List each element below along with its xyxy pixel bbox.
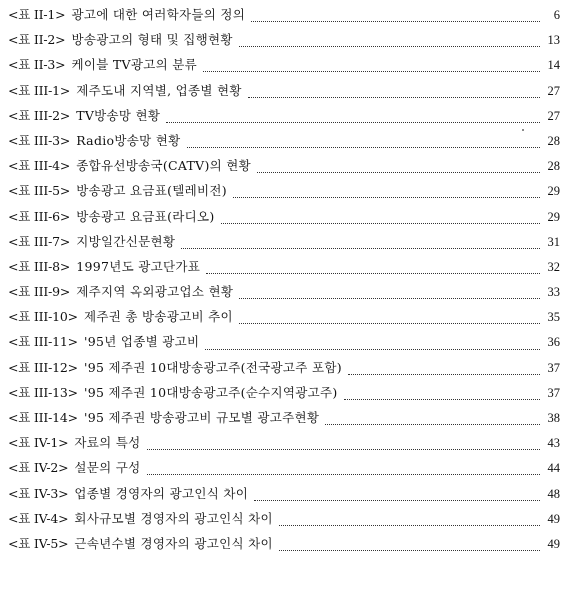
page-number: 27 — [547, 83, 560, 98]
toc-entry — [0, 408, 574, 433]
table-title: 케이블 TV광고의 분류 — [71, 57, 197, 73]
toc-entry — [0, 458, 574, 483]
dot-leader — [206, 273, 540, 274]
dot-leader — [251, 21, 540, 22]
page-number: 49 — [547, 511, 560, 526]
table-title: 종합유선방송국(CATV)의 현황 — [76, 158, 252, 174]
toc-list — [0, 5, 574, 559]
table-title: TV방송망 현황 — [76, 107, 161, 123]
page-number: 6 — [553, 8, 560, 22]
page-number: 29 — [547, 184, 560, 199]
toc-entry — [0, 81, 574, 106]
page-number: 13 — [547, 33, 560, 48]
dot-leader — [181, 248, 540, 249]
toc-entry — [0, 181, 574, 206]
toc-entry — [0, 131, 574, 156]
page-number: 37 — [547, 360, 560, 375]
toc-entry — [0, 509, 574, 534]
table-label: <표 III-13> — [8, 384, 78, 400]
toc-entry — [0, 534, 574, 559]
page-number: 31 — [547, 234, 560, 249]
table-title: '95 제주권 10대방송광고주(순수지역광고주) — [83, 384, 338, 400]
dot-leader — [325, 424, 540, 425]
table-title: 방송광고 요금표(텔레비전) — [76, 183, 227, 199]
table-title: Radio방송망 현황 — [76, 132, 181, 148]
table-title: 설문의 구성 — [74, 460, 141, 476]
toc-entry — [0, 30, 574, 55]
scan-speck — [522, 129, 524, 131]
page-number: 35 — [547, 310, 560, 325]
table-title: 방송광고의 형태 및 집행현황 — [71, 32, 233, 48]
toc-entry — [0, 55, 574, 80]
page-number: 32 — [547, 259, 560, 274]
toc-entry — [0, 5, 574, 30]
table-label: <표 IV-1> — [8, 435, 69, 451]
table-title: 제주권 총 방송광고비 추이 — [83, 309, 233, 325]
table-label: <표 III-6> — [8, 208, 71, 224]
dot-leader — [344, 399, 540, 400]
toc-entry — [0, 282, 574, 307]
toc-entry — [0, 257, 574, 282]
dot-leader — [254, 500, 540, 501]
page-number: 29 — [547, 209, 560, 224]
toc-entry — [0, 358, 574, 383]
dot-leader — [348, 374, 540, 375]
table-label: <표 III-2> — [8, 107, 71, 123]
table-label: <표 III-11> — [8, 334, 78, 350]
dot-leader — [147, 474, 540, 475]
table-label: <표 IV-5> — [8, 535, 69, 551]
toc-entry — [0, 207, 574, 232]
dot-leader — [203, 71, 540, 72]
dot-leader — [257, 172, 540, 173]
table-label: <표 III-8> — [8, 258, 71, 274]
dot-leader — [248, 97, 540, 98]
page-number: 36 — [547, 335, 560, 350]
table-label: <표 IV-4> — [8, 510, 69, 526]
toc-entry — [0, 307, 574, 332]
table-label: <표 III-14> — [8, 410, 78, 425]
table-label: <표 III-10> — [8, 309, 78, 325]
dot-leader — [187, 147, 540, 148]
page-number: 28 — [547, 159, 560, 174]
dot-leader — [239, 323, 540, 324]
toc-entry — [0, 232, 574, 257]
table-label: <표 III-12> — [8, 359, 78, 375]
table-label: <표 II-1> — [8, 7, 66, 22]
page-number: 14 — [547, 58, 560, 73]
table-title: 제주지역 옥외광고업소 현황 — [76, 284, 234, 300]
dot-leader — [279, 525, 540, 526]
table-label: <표 II-3> — [8, 57, 66, 73]
table-label: <표 III-7> — [8, 233, 71, 249]
dot-leader — [205, 349, 540, 350]
toc-entry — [0, 106, 574, 131]
table-title: '95년 업종별 광고비 — [83, 334, 200, 350]
table-title: 제주도내 지역별, 업종별 현황 — [76, 82, 242, 98]
toc-entry — [0, 433, 574, 458]
table-title: 자료의 특성 — [74, 435, 141, 451]
page-number: 38 — [547, 411, 560, 425]
page-number: 43 — [547, 436, 560, 451]
table-title: '95 제주권 10대방송광고주(전국광고주 포함) — [83, 359, 342, 375]
table-title: 광고에 대한 여러학자들의 정의 — [71, 7, 246, 22]
page-number: 33 — [547, 285, 560, 300]
table-title: 방송광고 요금표(라디오) — [76, 208, 215, 224]
table-title: 1997년도 광고단가표 — [76, 258, 201, 274]
table-label: <표 IV-3> — [8, 485, 69, 501]
page-number: 48 — [547, 486, 560, 501]
toc-entry — [0, 156, 574, 181]
table-title: '95 제주권 방송광고비 규모별 광고주현황 — [83, 410, 320, 425]
dot-leader — [221, 223, 540, 224]
table-label: <표 IV-2> — [8, 460, 69, 476]
dot-leader — [233, 197, 540, 198]
dot-leader — [147, 449, 540, 450]
dot-leader — [239, 46, 540, 47]
table-label: <표 II-2> — [8, 32, 66, 48]
table-title: 근속년수별 경영자의 광고인식 차이 — [74, 535, 273, 551]
table-label: <표 III-9> — [8, 284, 71, 300]
page-number: 49 — [547, 536, 560, 551]
toc-entry — [0, 332, 574, 357]
page-number: 44 — [547, 461, 560, 476]
dot-leader — [166, 122, 540, 123]
table-label: <표 III-5> — [8, 183, 71, 199]
table-title: 업종별 경영자의 광고인식 차이 — [74, 485, 249, 501]
table-label: <표 III-3> — [8, 132, 71, 148]
page-number: 37 — [547, 385, 560, 400]
toc-entry — [0, 383, 574, 408]
table-label: <표 III-1> — [8, 82, 71, 98]
dot-leader — [279, 550, 540, 551]
table-label: <표 III-4> — [8, 158, 71, 174]
page-number: 27 — [547, 108, 560, 123]
dot-leader — [239, 298, 540, 299]
page-number: 28 — [547, 133, 560, 148]
table-title: 지방일간신문현황 — [76, 233, 176, 249]
toc-entry — [0, 484, 574, 509]
table-title: 회사규모별 경영자의 광고인식 차이 — [74, 510, 273, 526]
